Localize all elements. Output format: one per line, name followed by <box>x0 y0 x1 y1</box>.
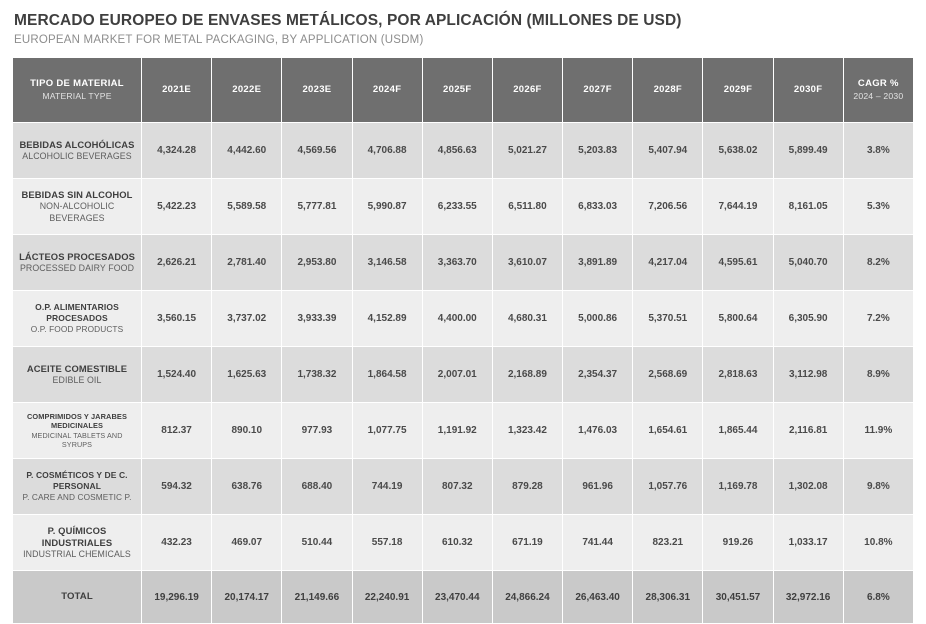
header-cagr <box>843 58 913 123</box>
cell-cagr: 8.9% <box>843 347 913 403</box>
cell-value: 1,524.40 <box>142 347 212 403</box>
cell-total-value: 21,149.66 <box>282 571 352 624</box>
header-year-2022e: 2022E <box>212 58 282 123</box>
cell-total-value: 20,174.17 <box>212 571 282 624</box>
cell-value: 557.18 <box>352 515 422 571</box>
header-year-2023e: 2023E <box>282 58 352 123</box>
cell-value: 5,422.23 <box>142 179 212 235</box>
header-cagr-main: CAGR % <box>857 78 899 90</box>
cell-value: 5,021.27 <box>492 123 562 179</box>
table-total-row <box>13 571 914 624</box>
cell-value: 2,953.80 <box>282 235 352 291</box>
cell-value: 4,217.04 <box>633 235 703 291</box>
cell-value: 4,569.56 <box>282 123 352 179</box>
row-label-es: ACEITE COMESTIBLE <box>26 362 128 374</box>
header-year-2025f: 2025F <box>422 58 492 123</box>
row-label-en: ALCOHOLIC BEVERAGES <box>22 150 132 161</box>
cell-value: 744.19 <box>352 459 422 515</box>
table-row <box>13 403 914 459</box>
cell-value: 7,206.56 <box>633 179 703 235</box>
header-row <box>13 58 914 123</box>
cell-value: 5,800.64 <box>703 291 773 347</box>
cell-value: 4,400.00 <box>422 291 492 347</box>
cell-total-value: 19,296.19 <box>142 571 212 624</box>
row-label <box>13 347 142 403</box>
cell-value: 3,112.98 <box>773 347 843 403</box>
cell-cagr: 11.9% <box>843 403 913 459</box>
cell-value: 1,738.32 <box>282 347 352 403</box>
cell-value: 5,203.83 <box>563 123 633 179</box>
row-label <box>13 123 142 179</box>
row-label <box>13 515 142 571</box>
row-label-en: MEDICINAL TABLETS AND SYRUPS <box>31 430 123 449</box>
cell-cagr: 3.8% <box>843 123 913 179</box>
header-material-type <box>13 58 142 123</box>
row-label-es: LÁCTEOS PROCESADOS <box>19 250 135 262</box>
cell-value: 5,040.70 <box>773 235 843 291</box>
cell-value: 1,302.08 <box>773 459 843 515</box>
cell-cagr: 9.8% <box>843 459 913 515</box>
cell-value: 3,363.70 <box>422 235 492 291</box>
cell-value: 1,865.44 <box>703 403 773 459</box>
cell-value: 6,511.80 <box>492 179 562 235</box>
cell-cagr: 7.2% <box>843 291 913 347</box>
cell-value: 5,407.94 <box>633 123 703 179</box>
row-label-en: P. CARE AND COSMETIC P. <box>22 492 132 503</box>
row-label <box>13 459 142 515</box>
cell-value: 2,626.21 <box>142 235 212 291</box>
cell-value: 5,990.87 <box>352 179 422 235</box>
cell-value: 1,033.17 <box>773 515 843 571</box>
table-row <box>13 347 914 403</box>
cell-value: 1,323.42 <box>492 403 562 459</box>
header-year-2028f: 2028F <box>633 58 703 123</box>
cell-value: 3,610.07 <box>492 235 562 291</box>
cell-value: 879.28 <box>492 459 562 515</box>
table-row <box>13 123 914 179</box>
cell-value: 510.44 <box>282 515 352 571</box>
cell-value: 1,057.76 <box>633 459 703 515</box>
cell-value: 688.40 <box>282 459 352 515</box>
cell-value: 594.32 <box>142 459 212 515</box>
header-year-2030f: 2030F <box>773 58 843 123</box>
header-material-type-en: MATERIAL TYPE <box>42 90 112 101</box>
table-row <box>13 179 914 235</box>
row-label <box>13 291 142 347</box>
row-label-en: O.P. FOOD PRODUCTS <box>30 324 124 335</box>
header-year-2026f: 2026F <box>492 58 562 123</box>
row-label-es: BEBIDAS SIN ALCOHOL <box>21 189 133 201</box>
row-label-es: P. QUÍMICOS INDUSTRIALES <box>41 524 113 548</box>
cell-total-value: 32,972.16 <box>773 571 843 624</box>
cell-value: 6,305.90 <box>773 291 843 347</box>
cell-value: 3,737.02 <box>212 291 282 347</box>
cell-value: 432.23 <box>142 515 212 571</box>
cell-value: 2,568.69 <box>633 347 703 403</box>
cell-value: 919.26 <box>703 515 773 571</box>
cell-value: 6,233.55 <box>422 179 492 235</box>
cell-cagr: 8.2% <box>843 235 913 291</box>
row-label-en: EDIBLE OIL <box>52 374 102 385</box>
cell-value: 3,560.15 <box>142 291 212 347</box>
cell-value: 3,146.58 <box>352 235 422 291</box>
page-title: MERCADO EUROPEO DE ENVASES METÁLICOS, POR APLICACIÓN (MILLONES DE USD) <box>14 12 682 29</box>
page-subtitle: EUROPEAN MARKET FOR METAL PACKAGING, BY APPLICATION (USDM) <box>14 33 424 46</box>
table-row <box>13 459 914 515</box>
cell-value: 4,442.60 <box>212 123 282 179</box>
cell-value: 610.32 <box>422 515 492 571</box>
title-block <box>12 12 914 47</box>
header-year-2024f: 2024F <box>352 58 422 123</box>
cell-value: 4,324.28 <box>142 123 212 179</box>
table-row <box>13 515 914 571</box>
cell-total-cagr: 6.8% <box>843 571 913 624</box>
cell-value: 741.44 <box>563 515 633 571</box>
row-label-es: O.P. ALIMENTARIOS PROCESADOS <box>35 302 119 324</box>
cell-value: 2,818.63 <box>703 347 773 403</box>
cell-value: 5,370.51 <box>633 291 703 347</box>
cell-value: 4,706.88 <box>352 123 422 179</box>
cell-value: 2,116.81 <box>773 403 843 459</box>
cell-value: 6,833.03 <box>563 179 633 235</box>
cell-value: 3,891.89 <box>563 235 633 291</box>
cell-value: 1,077.75 <box>352 403 422 459</box>
cell-value: 1,476.03 <box>563 403 633 459</box>
cell-value: 977.93 <box>282 403 352 459</box>
market-data-table <box>12 57 914 624</box>
cell-value: 5,899.49 <box>773 123 843 179</box>
cell-value: 1,864.58 <box>352 347 422 403</box>
cell-value: 1,191.92 <box>422 403 492 459</box>
cell-value: 807.32 <box>422 459 492 515</box>
cell-value: 823.21 <box>633 515 703 571</box>
row-label-total <box>13 571 142 624</box>
cell-value: 3,933.39 <box>282 291 352 347</box>
cell-value: 5,589.58 <box>212 179 282 235</box>
cell-value: 5,638.02 <box>703 123 773 179</box>
row-label-es: P. COSMÉTICOS Y DE C. PERSONAL <box>26 470 128 492</box>
cell-value: 4,680.31 <box>492 291 562 347</box>
cell-total-value: 23,470.44 <box>422 571 492 624</box>
cell-value: 5,777.81 <box>282 179 352 235</box>
row-label <box>13 403 142 459</box>
cell-value: 2,168.89 <box>492 347 562 403</box>
cell-value: 961.96 <box>563 459 633 515</box>
cell-total-value: 28,306.31 <box>633 571 703 624</box>
row-label-total-es: TOTAL <box>61 590 93 602</box>
cell-total-value: 26,463.40 <box>563 571 633 624</box>
header-material-type-es: TIPO DE MATERIAL <box>30 78 124 90</box>
cell-value: 2,007.01 <box>422 347 492 403</box>
table-row <box>13 235 914 291</box>
cell-value: 4,152.89 <box>352 291 422 347</box>
row-label-en: PROCESSED DAIRY FOOD <box>19 262 135 273</box>
cell-value: 671.19 <box>492 515 562 571</box>
table-header <box>13 58 914 123</box>
cell-value: 638.76 <box>212 459 282 515</box>
cell-value: 2,354.37 <box>563 347 633 403</box>
cell-value: 890.10 <box>212 403 282 459</box>
cell-value: 1,625.63 <box>212 347 282 403</box>
cell-value: 5,000.86 <box>563 291 633 347</box>
cell-value: 7,644.19 <box>703 179 773 235</box>
table-body <box>13 123 914 624</box>
header-year-2029f: 2029F <box>703 58 773 123</box>
header-cagr-period: 2024 – 2030 <box>853 90 904 101</box>
cell-value: 2,781.40 <box>212 235 282 291</box>
cell-value: 1,169.78 <box>703 459 773 515</box>
table-row <box>13 291 914 347</box>
cell-value: 812.37 <box>142 403 212 459</box>
row-label-en: INDUSTRIAL CHEMICALS <box>23 548 131 559</box>
row-label-es: COMPRIMIDOS Y JARABES MEDICINALES <box>27 411 127 431</box>
header-year-2021e: 2021E <box>142 58 212 123</box>
cell-value: 1,654.61 <box>633 403 703 459</box>
row-label <box>13 179 142 235</box>
row-label-es: BEBIDAS ALCOHÓLICAS <box>19 138 135 150</box>
cell-value: 469.07 <box>212 515 282 571</box>
header-year-2027f: 2027F <box>563 58 633 123</box>
cell-value: 4,595.61 <box>703 235 773 291</box>
row-label-en: NON-ALCOHOLIC BEVERAGES <box>39 201 115 223</box>
cell-value: 4,856.63 <box>422 123 492 179</box>
cell-value: 8,161.05 <box>773 179 843 235</box>
cell-total-value: 30,451.57 <box>703 571 773 624</box>
row-label <box>13 235 142 291</box>
cell-cagr: 5.3% <box>843 179 913 235</box>
cell-total-value: 24,866.24 <box>492 571 562 624</box>
cell-total-value: 22,240.91 <box>352 571 422 624</box>
cell-cagr: 10.8% <box>843 515 913 571</box>
